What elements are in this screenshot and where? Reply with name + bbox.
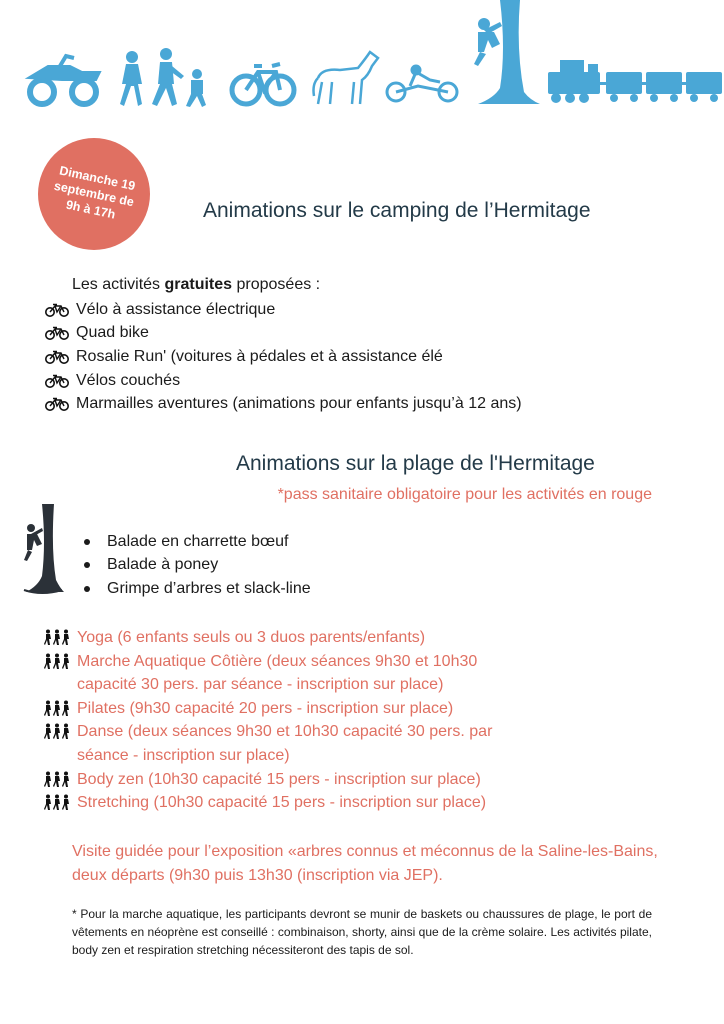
list-item	[44, 298, 522, 322]
recumbent-bike-icon	[387, 66, 457, 101]
list-item	[44, 791, 492, 815]
list-item	[44, 768, 492, 792]
tree-climber-icon	[474, 0, 540, 104]
list-item-label: Yoga (6 enfants seuls ou 3 duos parents/enfants)	[77, 629, 426, 646]
horse-icon	[314, 52, 379, 104]
list-item-label: Quad bike	[76, 324, 149, 342]
list-item	[44, 650, 492, 697]
date-badge-text: Dimanche 19 septembre de 9h à 17h	[52, 163, 137, 222]
intro-bold-free: gratuites	[164, 276, 233, 293]
list-item-label: Vélo à assistance électrique	[76, 300, 276, 318]
free-activities-list	[44, 298, 522, 416]
list-item	[44, 345, 522, 369]
list-item-label: Marmailles aventures (animations pour enfants jusqu’à 12 ans)	[76, 395, 522, 413]
list-item	[84, 530, 311, 554]
list-item-label: Body zen (10h30 capacité 15 pers - inscription sur place)	[77, 770, 481, 788]
bullet-dot	[84, 586, 90, 592]
people-exercising-icon	[44, 653, 72, 669]
list-item	[44, 369, 522, 393]
bicycle-icon	[44, 374, 70, 388]
list-item-label: Grimpe d’arbres et slack-line	[107, 579, 311, 597]
people-exercising-icon	[44, 700, 72, 716]
footnote: * Pour la marche aquatique, les participants devront se munir de baskets ou chaussures de plage, le port de vêtements en néoprène est conseillé : combinaison, shorty, ainsi que de la crème solaire. Les activités pilate, body zen et respiration stretching nécessiteront des tapis de sol.	[72, 907, 652, 958]
people-exercising-icon	[44, 723, 72, 739]
activities-banner	[0, 0, 724, 120]
list-item-label: Rosalie Run' (voitures à pédales et à assistance élé	[76, 347, 443, 365]
pass-required-activities-list	[44, 626, 492, 815]
bullet-dot	[84, 562, 90, 568]
health-pass-note: *pass sanitaire obligatoire pour les activités en rouge	[277, 486, 652, 503]
camping-title: Animations sur le camping de l’Hermitage	[203, 199, 591, 222]
bicycle-icon	[44, 326, 70, 340]
quad-icon	[28, 56, 100, 104]
list-item	[84, 577, 311, 601]
list-item	[44, 720, 492, 767]
beach-activities-list	[84, 530, 311, 601]
walking-family-icon	[120, 48, 206, 107]
bicycle-icon	[44, 397, 70, 411]
intro-text: Les activités	[72, 276, 165, 293]
bullet-dot	[84, 539, 90, 545]
list-item-label: Stretching (10h30 capacité 15 pers - inscription sur place)	[77, 794, 487, 812]
bicycle-icon	[44, 303, 70, 317]
tree-climber-icon	[22, 504, 64, 596]
list-item-label: Balade à poney	[107, 556, 219, 574]
list-item	[44, 697, 492, 721]
list-item-label: Vélos couchés	[76, 371, 181, 389]
list-item-label: Marche Aquatique Côtière (deux séances 9h30 et 10h30 capacité 30 pers. par séance - inscription sur place)	[77, 652, 478, 694]
date-badge	[38, 138, 150, 250]
list-item-label: Danse (deux séances 9h30 et 10h30 capacité 30 pers. par séance - inscription sur place)	[77, 723, 493, 764]
free-activities-intro	[72, 276, 320, 294]
list-item	[84, 554, 311, 578]
people-exercising-icon	[44, 629, 72, 645]
guided-visit-text: Visite guidée pour l’exposition «arbres connus et méconnus de la Saline-les-Bains, deux départs (9h30 puis 13h30 (inscription via JEP).	[72, 843, 658, 884]
people-exercising-icon	[44, 771, 72, 787]
list-item	[44, 626, 492, 650]
list-item	[44, 322, 522, 346]
bicycle-icon	[232, 64, 294, 104]
list-item	[44, 392, 522, 416]
train-icon	[548, 60, 722, 103]
people-exercising-icon	[44, 794, 72, 810]
bicycle-icon	[44, 350, 70, 364]
beach-title: Animations sur la plage de l'Hermitage	[236, 452, 595, 475]
intro-text-end: proposées :	[232, 276, 321, 293]
list-item-label: Balade en charrette bœuf	[107, 532, 289, 550]
list-item-label: Pilates (9h30 capacité 20 pers - inscription sur place)	[77, 699, 454, 717]
